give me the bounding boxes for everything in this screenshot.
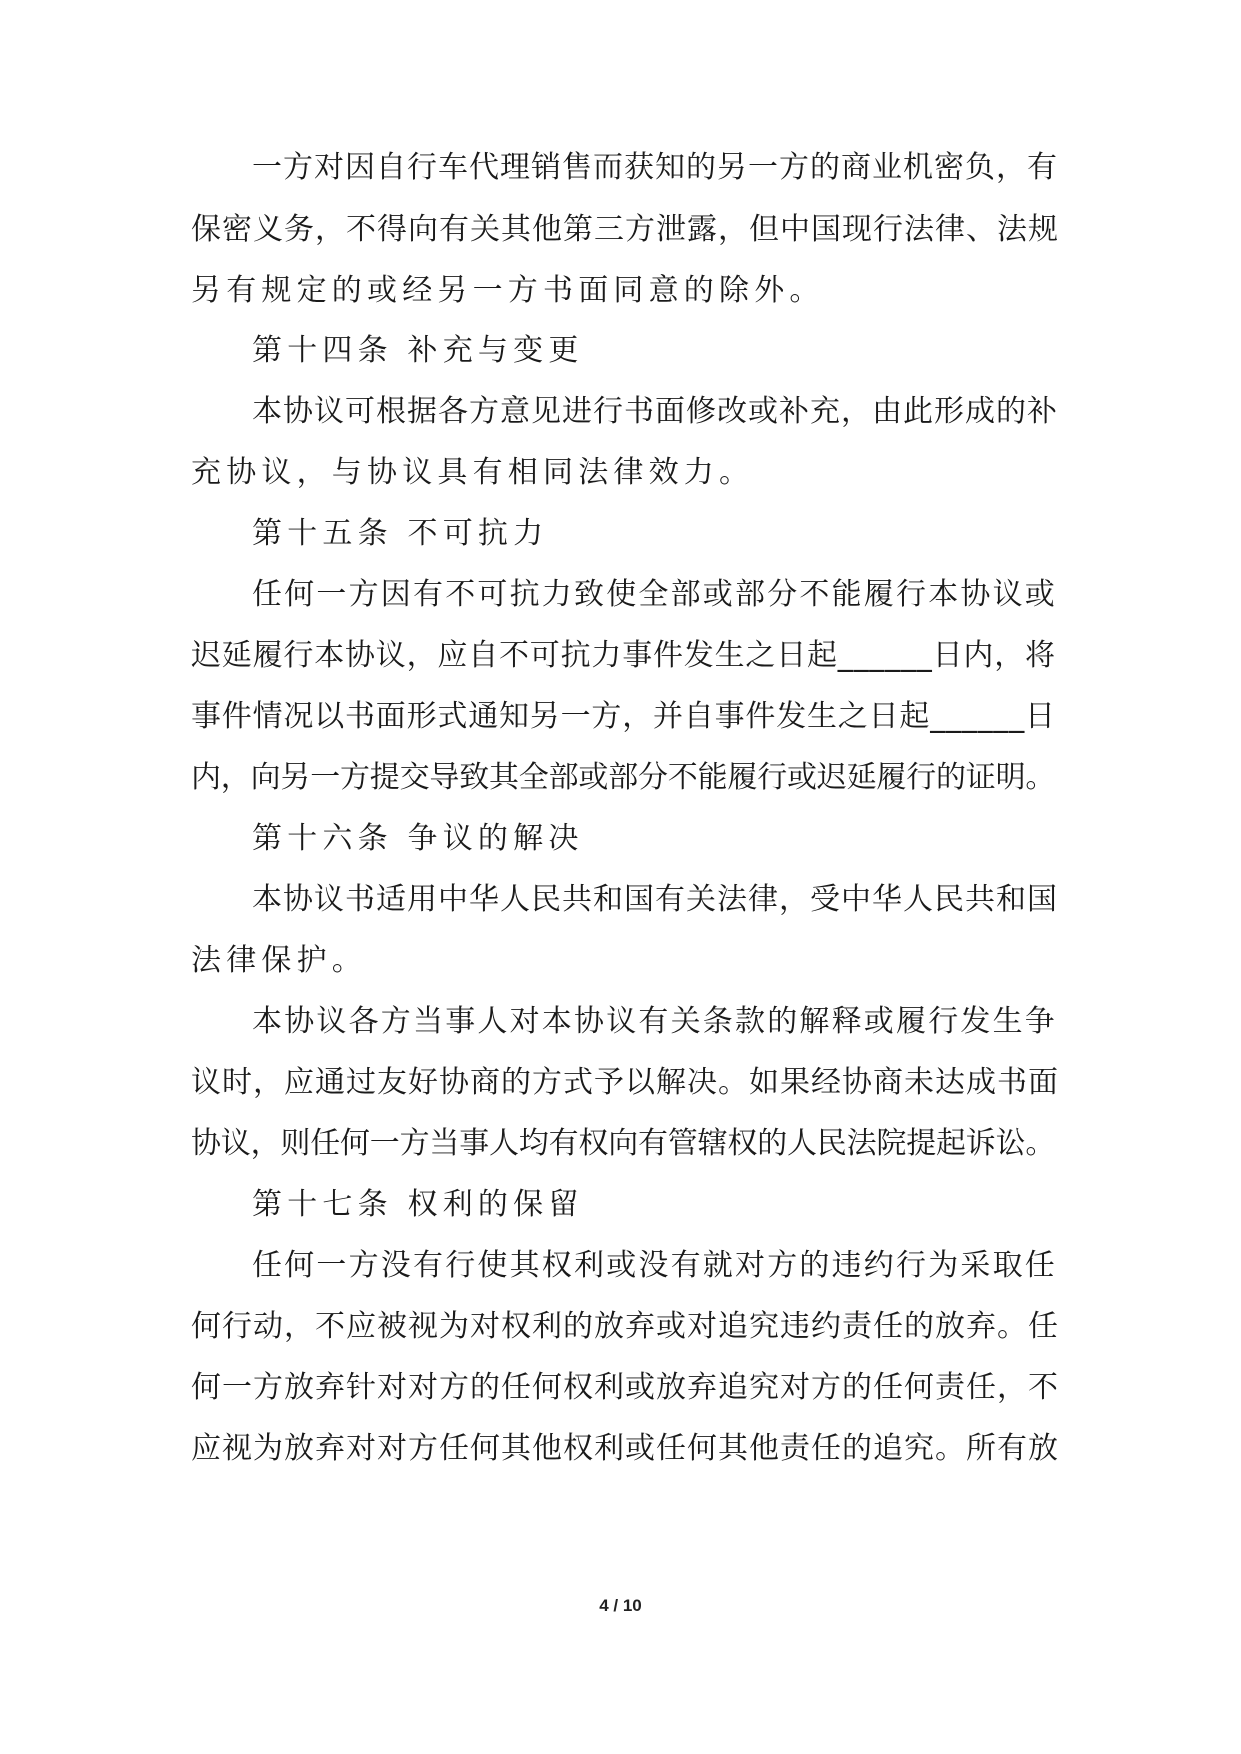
paragraph-line: 一方对因自行车代理销售而获知的另一方的商业机密负，有	[252, 150, 1058, 185]
paragraph-line: 保密义务，不得向有关其他第三方泄露，但中国现行法律、法规	[191, 212, 1059, 247]
paragraph-line: 协议，则任何一方当事人均有权向有管辖权的人民法院提起诉讼。	[191, 1126, 1056, 1161]
paragraph-line: 本协议书适用中华人民共和国有关法律，受中华人民共和国	[252, 882, 1058, 917]
article-heading: 第十五条 不可抗力	[252, 516, 549, 551]
paragraph-line: 迟延履行本协议，应自不可抗力事件发生之日起______日内，将	[191, 638, 1056, 673]
paragraph-line: 任何一方因有不可抗力致使全部或部分不能履行本协议或	[252, 577, 1057, 612]
paragraph-line: 另有规定的或经另一方书面同意的除外。	[191, 273, 825, 308]
paragraph-line: 内，向另一方提交导致其全部或部分不能履行或迟延履行的证明。	[191, 760, 1056, 795]
paragraph-line: 议时，应通过友好协商的方式予以解决。如果经协商未达成书面	[191, 1065, 1059, 1100]
paragraph-line: 充协议，与协议具有相同法律效力。	[191, 455, 755, 490]
paragraph-line: 本协议可根据各方意见进行书面修改或补充，由此形成的补	[252, 394, 1058, 429]
paragraph-line: 何一方放弃针对对方的任何权利或放弃追究对方的任何责任，不	[191, 1370, 1059, 1405]
paragraph-line: 任何一方没有行使其权利或没有就对方的违约行为采取任	[252, 1248, 1057, 1283]
article-heading: 第十四条 补充与变更	[252, 333, 584, 368]
page-number: 4 / 10	[599, 1596, 642, 1615]
paragraph-line: 何行动，不应被视为对权利的放弃或对追究违约责任的放弃。任	[191, 1309, 1059, 1344]
paragraph-line: 应视为放弃对对方任何其他权利或任何其他责任的追究。所有放	[191, 1431, 1059, 1466]
paragraph-line: 本协议各方当事人对本协议有关条款的解释或履行发生争	[252, 1004, 1057, 1039]
article-heading: 第十六条 争议的解决	[252, 821, 584, 856]
paragraph-line: 事件情况以书面形式通知另一方，并自事件发生之日起______日	[191, 699, 1056, 734]
article-heading: 第十七条 权利的保留	[252, 1187, 584, 1222]
paragraph-line: 法律保护。	[191, 943, 367, 978]
